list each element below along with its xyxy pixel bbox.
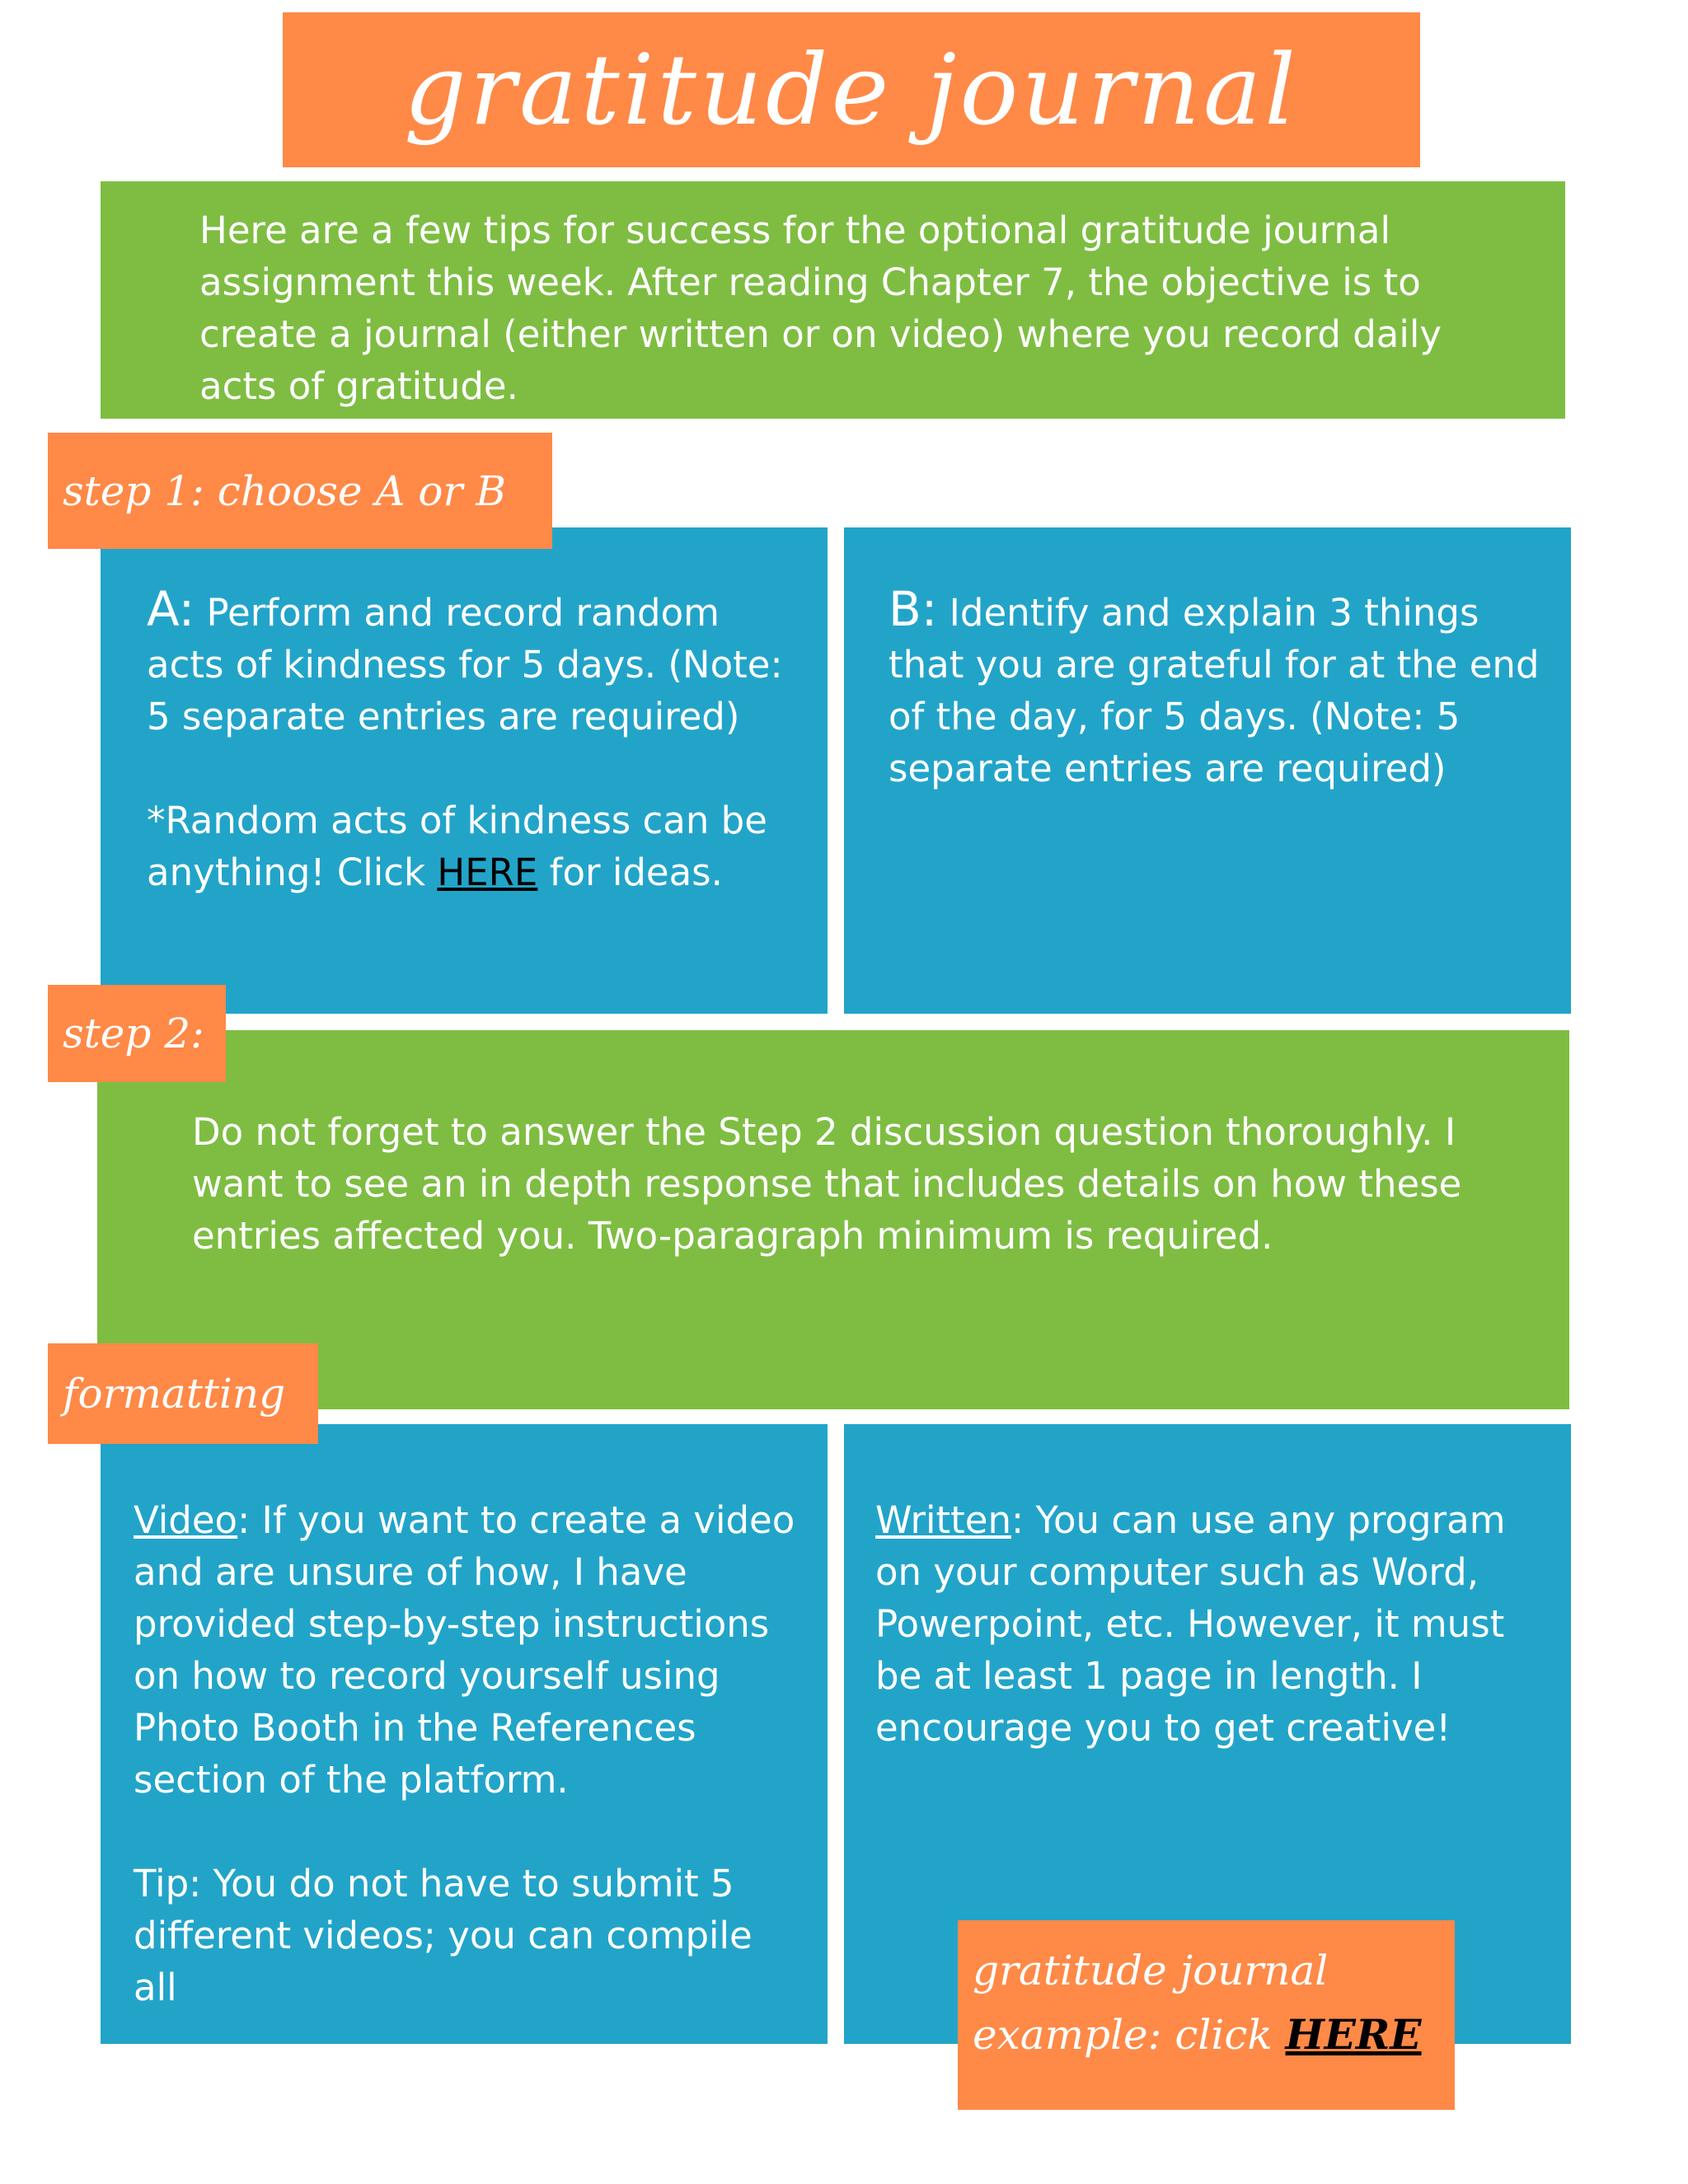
- option-a-note: *Random acts of kindness can be anything! Click: [147, 799, 767, 894]
- video-tip: Tip: You do not have to submit 5 different videos; you can compile all: [134, 1862, 753, 2009]
- video-content: [134, 1494, 801, 2013]
- option-b-letter: B:: [889, 581, 938, 637]
- formatting-label-text: formatting: [63, 1370, 286, 1418]
- option-a-note-end: for ideas.: [537, 851, 723, 894]
- example-line2: example: click: [973, 2011, 1286, 2059]
- option-b-panel: [844, 527, 1571, 1014]
- video-heading: Video: [134, 1498, 238, 1542]
- example-line1: gratitude journal: [973, 1947, 1329, 1994]
- option-b-text: Identify and explain 3 things that you are grateful for at the end of the day, for 5 days. (Note: 5 separate entries are required): [889, 591, 1540, 790]
- written-heading: Written: [875, 1498, 1011, 1542]
- example-link[interactable]: HERE: [1285, 2010, 1422, 2059]
- page-title: gratitude journal: [404, 33, 1299, 147]
- video-text: : If you want to create a video and are unsure of how, I have provided step-by-step instructions on how to record yourself using Photo Booth in the References section of the platform.: [134, 1498, 795, 1802]
- step1-label-text: step 1: choose A or B: [63, 466, 506, 515]
- video-panel: [101, 1424, 828, 2044]
- step2-label-text: step 2:: [63, 1010, 204, 1057]
- option-a-panel: [101, 527, 828, 1014]
- formatting-label: [48, 1343, 318, 1444]
- option-b-content: [889, 583, 1548, 794]
- intro-text: Here are a few tips for success for the optional gratitude journal assignment this week. After reading Chapter 7, the objective is to create a journal (either written or on video) where you record daily acts of gratitude.: [199, 209, 1442, 408]
- intro-box: [101, 181, 1565, 419]
- option-a-content: [147, 583, 798, 898]
- option-a-letter: A:: [147, 581, 195, 637]
- step1-label: [48, 433, 552, 549]
- step2-label: [48, 985, 226, 1082]
- option-a-text: Perform and record random acts of kindness for 5 days. (Note: 5 separate entries are required): [147, 591, 783, 738]
- written-text: : You can use any program on your computer such as Word, Powerpoint, etc. However, it must be at least 1 page in length. I encourage you to get creative!: [875, 1498, 1506, 1750]
- written-content: [875, 1494, 1551, 1754]
- step2-text: Do not forget to answer the Step 2 discussion question thoroughly. I want to see an in depth response that includes details on how these entries affected you. Two-paragraph minimum is required.: [192, 1110, 1462, 1258]
- ideas-link[interactable]: HERE: [437, 851, 538, 894]
- title-banner: [283, 12, 1420, 167]
- example-box: [958, 1920, 1455, 2110]
